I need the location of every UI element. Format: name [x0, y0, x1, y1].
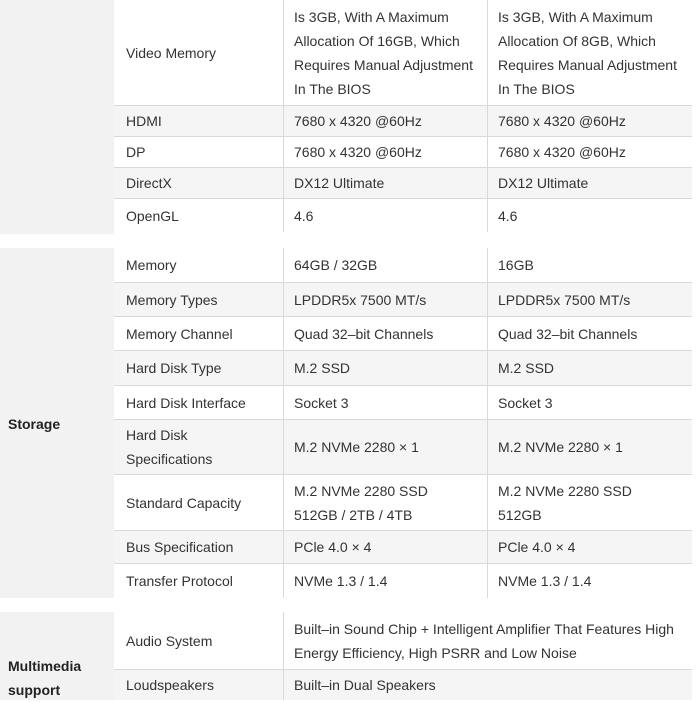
spec-value-b: 4.6: [498, 207, 518, 224]
spec-value-a: 7680 x 4320 @60Hz: [284, 137, 488, 167]
spec-row-hard-disk-specifications: [114, 420, 692, 475]
spec-label: Transfer Protocol: [114, 564, 284, 598]
spec-label: Standard Capacity: [114, 475, 284, 530]
spec-value-b: Is 3GB, With A Maximum Allocation Of 8GB, Which Requires Manual Adjustment In The BIOS: [498, 8, 677, 97]
spec-row-memory-types: [114, 283, 692, 317]
spec-row-standard-capacity: [114, 475, 692, 531]
spec-label: Hard Disk Type: [114, 351, 284, 385]
spec-value-a: PCle 4.0 × 4: [284, 531, 488, 563]
spec-row-video-memory: [114, 0, 692, 106]
spec-label: DP: [114, 137, 284, 167]
storage-rows: [114, 248, 692, 598]
spec-value-b: 7680 x 4320 @60Hz: [498, 144, 626, 160]
graphics-category-cell: [0, 0, 114, 234]
spec-value-a: NVMe 1.3 / 1.4: [284, 564, 488, 598]
spec-value-a: 7680 x 4320 @60Hz: [284, 106, 488, 136]
spec-value-b: 16GB: [498, 257, 534, 273]
spec-value-a: M.2 NVMe 2280 × 1: [284, 420, 488, 474]
spec-value-b: Quad 32–bit Channels: [498, 325, 638, 342]
spec-value-b: DX12 Ultimate: [498, 175, 589, 191]
spec-row-memory: [114, 248, 692, 283]
spec-value-b: M.2 SSD: [498, 360, 555, 376]
section-divider: [0, 234, 700, 244]
spec-row-transfer-protocol: [114, 564, 692, 598]
spec-value-a: M.2 NVMe 2280 SSD 512GB / 2TB / 4TB: [284, 475, 488, 530]
multimedia-category-cell: [0, 612, 114, 700]
storage-category-label: Storage: [8, 416, 61, 432]
spec-value-b: PCle 4.0 × 4: [498, 539, 576, 555]
spec-value-wide: Built–in Dual Speakers: [294, 677, 436, 693]
spec-row-bus-specification: [114, 531, 692, 564]
spec-row-hard-disk-type: [114, 351, 692, 386]
graphics-rows: [114, 0, 692, 234]
spec-value-a: 4.6: [284, 199, 488, 232]
spec-label: Loudspeakers: [114, 670, 284, 700]
spec-label: Memory Types: [114, 283, 284, 316]
spec-value-b: M.2 NVMe 2280 SSD 512GB: [498, 482, 632, 523]
spec-label: Memory: [114, 248, 284, 282]
spec-value-a: Is 3GB, With A Maximum Allocation Of 16GB, Which Requires Manual Adjustment In The BIOS: [284, 0, 488, 105]
spec-row-dp: [114, 137, 692, 168]
spec-label: HDMI: [114, 106, 284, 136]
spec-value-a: DX12 Ultimate: [284, 168, 488, 198]
spec-value-b: M.2 NVMe 2280 × 1: [498, 439, 623, 455]
multimedia-category-label: Multimedia support: [8, 658, 82, 698]
spec-value-a: Quad 32–bit Channels: [284, 317, 488, 350]
spec-value-a: M.2 SSD: [284, 351, 488, 385]
spec-value-a: 64GB / 32GB: [284, 248, 488, 282]
section-divider: [0, 598, 700, 608]
spec-value-b: Socket 3: [498, 394, 553, 411]
spec-label: Memory Channel: [114, 317, 284, 350]
spec-label: Hard Disk Specifications: [114, 420, 284, 474]
spec-row-opengl: [114, 199, 692, 232]
spec-row-directx: [114, 168, 692, 199]
spec-value-wide: Built–in Sound Chip + Intelligent Amplifier That Features High Energy Efficiency, High PSRR and Low Noise: [294, 620, 674, 661]
spec-label: Audio System: [114, 612, 284, 669]
spec-label: Bus Specification: [114, 531, 284, 563]
spec-value-b: 7680 x 4320 @60Hz: [498, 113, 626, 129]
multimedia-rows: [114, 612, 692, 700]
spec-label: Hard Disk Interface: [114, 386, 284, 419]
spec-value-b: NVMe 1.3 / 1.4: [498, 573, 592, 589]
spec-row-hard-disk-interface: [114, 386, 692, 420]
spec-row-hdmi: [114, 106, 692, 137]
spec-value-b: LPDDR5x 7500 MT/s: [498, 291, 631, 308]
spec-value-a: Socket 3: [284, 386, 488, 419]
spec-label: Video Memory: [114, 0, 284, 105]
spec-row-loudspeakers: [114, 670, 692, 700]
storage-category-cell: [0, 248, 114, 598]
spec-label: OpenGL: [114, 199, 284, 232]
spec-row-audio-system: [114, 612, 692, 670]
spec-label: DirectX: [114, 168, 284, 198]
spec-value-a: LPDDR5x 7500 MT/s: [284, 283, 488, 316]
spec-row-memory-channel: [114, 317, 692, 351]
